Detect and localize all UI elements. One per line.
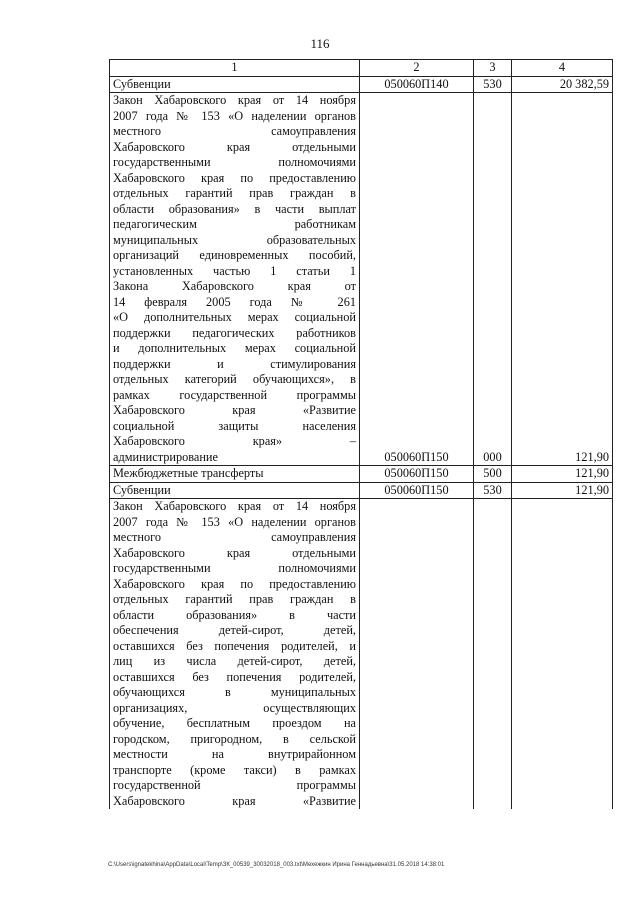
description-line: Закон Хабаровского края от 14 ноября [113, 93, 356, 107]
description-line: Хабаровского края «Развитие [113, 403, 356, 417]
description-line: рамках государственной программы [113, 387, 356, 402]
description-line: области образования» в части выплат [113, 201, 356, 216]
description-line: 2007 года № 153 «О наделении органов [113, 108, 356, 123]
description-line: государственными полномочиями [113, 155, 356, 169]
description-line: государственной программы [113, 778, 356, 792]
description-line: городском, пригородном, в сельской [113, 731, 356, 746]
description-line: и дополнительных мерах социальной [113, 341, 356, 355]
description-line: обеспечения детей-сирот, детей, [113, 623, 356, 637]
description-line: поддержки и стимулирования [113, 356, 356, 371]
table-row [110, 482, 613, 499]
budget-table [109, 59, 613, 809]
row-type: 530 [474, 76, 512, 93]
description-line: поддержки педагогических работников [113, 325, 356, 340]
row-code: 050060П150 [360, 466, 474, 483]
row-code: 050060П150 [360, 93, 474, 466]
description-line: Хабаровского края по предоставлению [113, 170, 356, 185]
description-line: лиц из числа детей-сирот, детей, [113, 654, 356, 668]
table-row [110, 499, 613, 810]
description-line: отдельных гарантий прав граждан в [113, 186, 356, 200]
description-line: Хабаровского края отдельными [113, 139, 356, 154]
description-line: Закон Хабаровского края от 14 ноября [113, 499, 356, 513]
row-description [113, 499, 356, 809]
row-name [110, 93, 360, 466]
description-line: организациях, осуществляющих [113, 700, 356, 715]
description-line: местного самоуправления [113, 124, 356, 138]
row-name [110, 499, 360, 810]
table-row [110, 76, 613, 93]
description-line: администрирование [113, 449, 218, 464]
description-line: «О дополнительных мерах социальной [113, 310, 356, 324]
description-line: Хабаровского края «Развитие [113, 793, 356, 808]
description-line: местности на внутрирайонном [113, 747, 356, 761]
table-header-row [110, 60, 613, 77]
row-amount: 20 382,59 [512, 76, 613, 93]
description-line: педагогическим работникам [113, 217, 356, 231]
description-line: оставшихся без попечения родителей, и [113, 638, 356, 653]
header-cell-4: 4 [512, 60, 613, 77]
description-line: Закона Хабаровского края от [113, 279, 356, 293]
header-cell-3: 3 [474, 60, 512, 77]
row-code [360, 499, 474, 810]
row-amount: 121,90 [512, 482, 613, 499]
file-path-footer: C:\Users\ignatekhina\AppData\Local\Temp\ЗК_00539_30032018_003.txt\Мехежкин Ирина Геннадьевна\31.05.2018 14:38:01 [108, 862, 445, 868]
description-line: местного самоуправления [113, 530, 356, 544]
description-line: Хабаровского края отдельными [113, 545, 356, 560]
header-cell-2: 2 [360, 60, 474, 77]
description-line: транспорте (кроме такси) в рамках [113, 762, 356, 777]
row-type: 530 [474, 482, 512, 499]
description-line: оставшихся без попечения родителей, [113, 669, 356, 684]
page-number: 116 [310, 36, 330, 51]
description-line: отдельных категорий обучающихся», в [113, 372, 356, 386]
row-type: 500 [474, 466, 512, 483]
row-description [113, 93, 356, 465]
description-line: обучающихся в муниципальных [113, 685, 356, 699]
row-name: Субвенции [110, 482, 360, 499]
description-line: муниципальных образовательных [113, 232, 356, 247]
description-line: Хабаровского края по предоставлению [113, 576, 356, 591]
row-amount [512, 499, 613, 810]
description-line: социальной защиты населения [113, 418, 356, 433]
description-line: отдельных гарантий прав граждан в [113, 592, 356, 606]
description-line: организаций единовременных пособий, [113, 248, 356, 262]
description-line: установленных частью 1 статьи 1 [113, 263, 356, 278]
description-line: Хабаровского края» – [113, 434, 356, 448]
table-row [110, 466, 613, 483]
row-type [474, 499, 512, 810]
row-type: 000 [474, 93, 512, 466]
description-line: 14 февраля 2005 года № 261 [113, 294, 356, 309]
description-line: 2007 года № 153 «О наделении органов [113, 514, 356, 529]
row-name: Межбюджетные трансферты [110, 466, 360, 483]
row-amount: 121,90 [512, 93, 613, 466]
row-code: 050060П150 [360, 482, 474, 499]
row-amount: 121,90 [512, 466, 613, 483]
row-code: 050060П140 [360, 76, 474, 93]
description-line: области образования» в части [113, 607, 356, 622]
table-row [110, 93, 613, 466]
description-line: обучение, бесплатным проездом на [113, 716, 356, 730]
description-line: государственными полномочиями [113, 561, 356, 575]
row-name: Субвенции [110, 76, 360, 93]
header-cell-1: 1 [110, 60, 360, 77]
